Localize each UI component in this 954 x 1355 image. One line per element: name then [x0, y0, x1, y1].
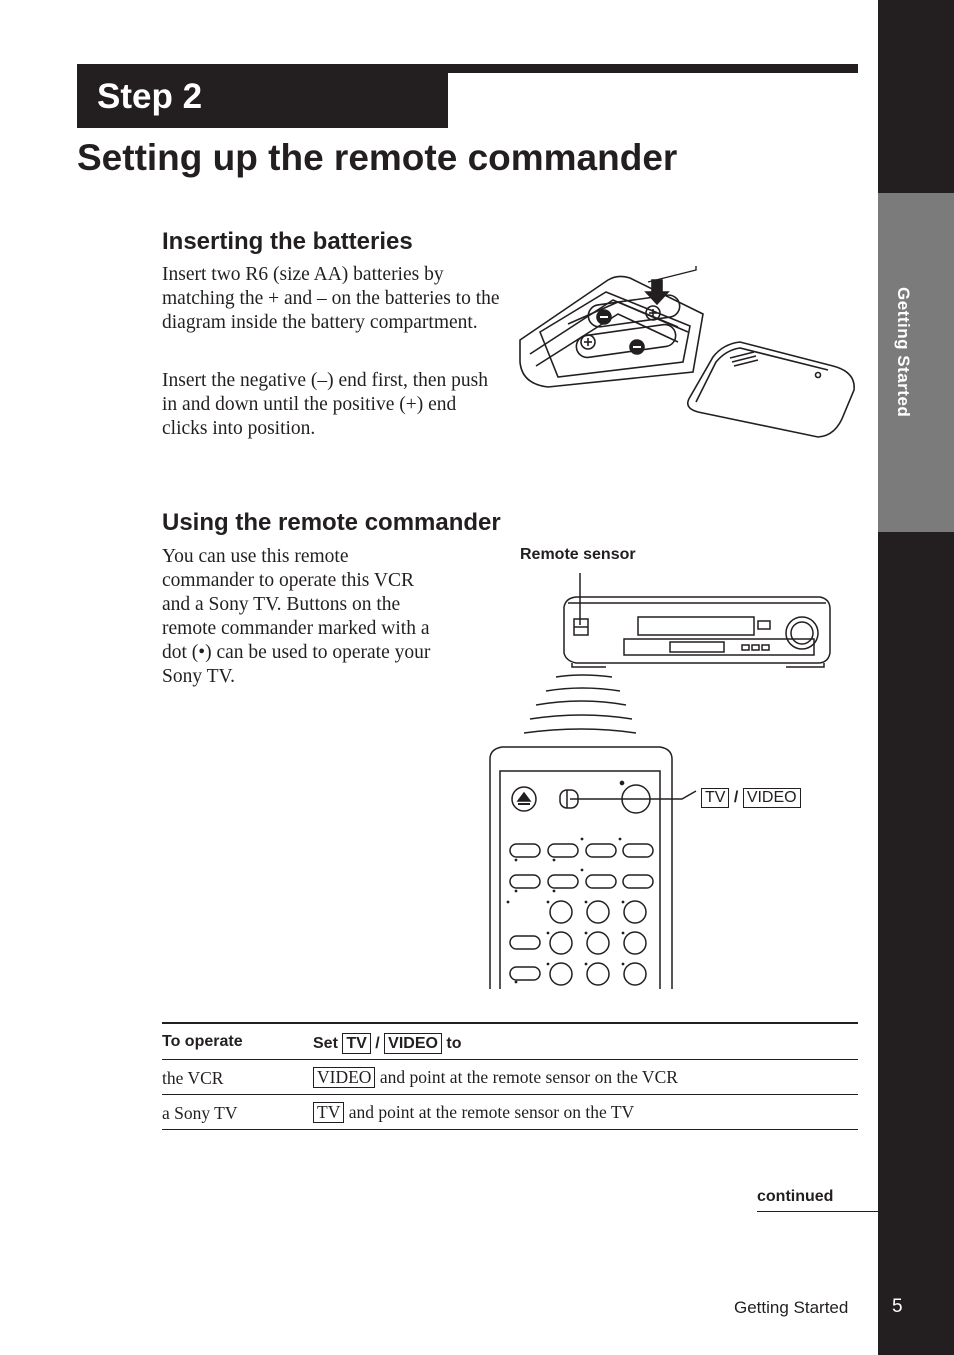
video-label: VIDEO [743, 788, 801, 808]
continued-label: continued [757, 1188, 834, 1205]
batteries-heading: Inserting the batteries [162, 228, 413, 255]
battery-insertion-illustration [518, 262, 863, 447]
tv-video-switch-label [701, 788, 801, 808]
step-label: Step 2 [97, 77, 203, 116]
table-row [162, 1095, 858, 1130]
batteries-paragraph-2: Insert the negative (–) end first, then push in and down until the positive (+) end clicks into position. [162, 370, 488, 439]
switch-separator: / [733, 789, 739, 806]
page-title: Setting up the remote commander [77, 137, 678, 178]
page-number: 5 [892, 1296, 903, 1317]
batteries-paragraph-1: Insert two R6 (size AA) batteries by matching the + and – on the batteries to the diagram inside the battery compartment. [162, 264, 500, 333]
row-setting: VIDEO and point at the remote sensor on the VCR [313, 1067, 678, 1088]
header-set: Set TV / VIDEO to [313, 1035, 462, 1052]
remote-sensor-label: Remote sensor [520, 546, 636, 563]
continued-rule [757, 1211, 878, 1212]
using-paragraph: You can use this remote commander to operate this VCR and a Sony TV. Buttons on the remote commander marked with a dot (•) can be used to operate your Sony TV. [162, 546, 431, 687]
row-operate: the VCR [162, 1068, 224, 1088]
table-row [162, 1060, 858, 1095]
section-tab-label: Getting Started [894, 287, 913, 418]
header-to-operate: To operate [162, 1033, 243, 1050]
row-setting: TV and point at the remote sensor on the TV [313, 1102, 634, 1123]
footer-section-name: Getting Started [734, 1298, 849, 1317]
tv-label: TV [701, 788, 729, 808]
using-heading: Using the remote commander [162, 509, 501, 536]
section-tab [878, 193, 954, 532]
header-rule [448, 64, 858, 73]
row-operate: a Sony TV [162, 1103, 238, 1123]
operation-table [162, 1022, 858, 1130]
table-header-row [162, 1022, 858, 1060]
vcr-and-remote-illustration [486, 545, 836, 990]
